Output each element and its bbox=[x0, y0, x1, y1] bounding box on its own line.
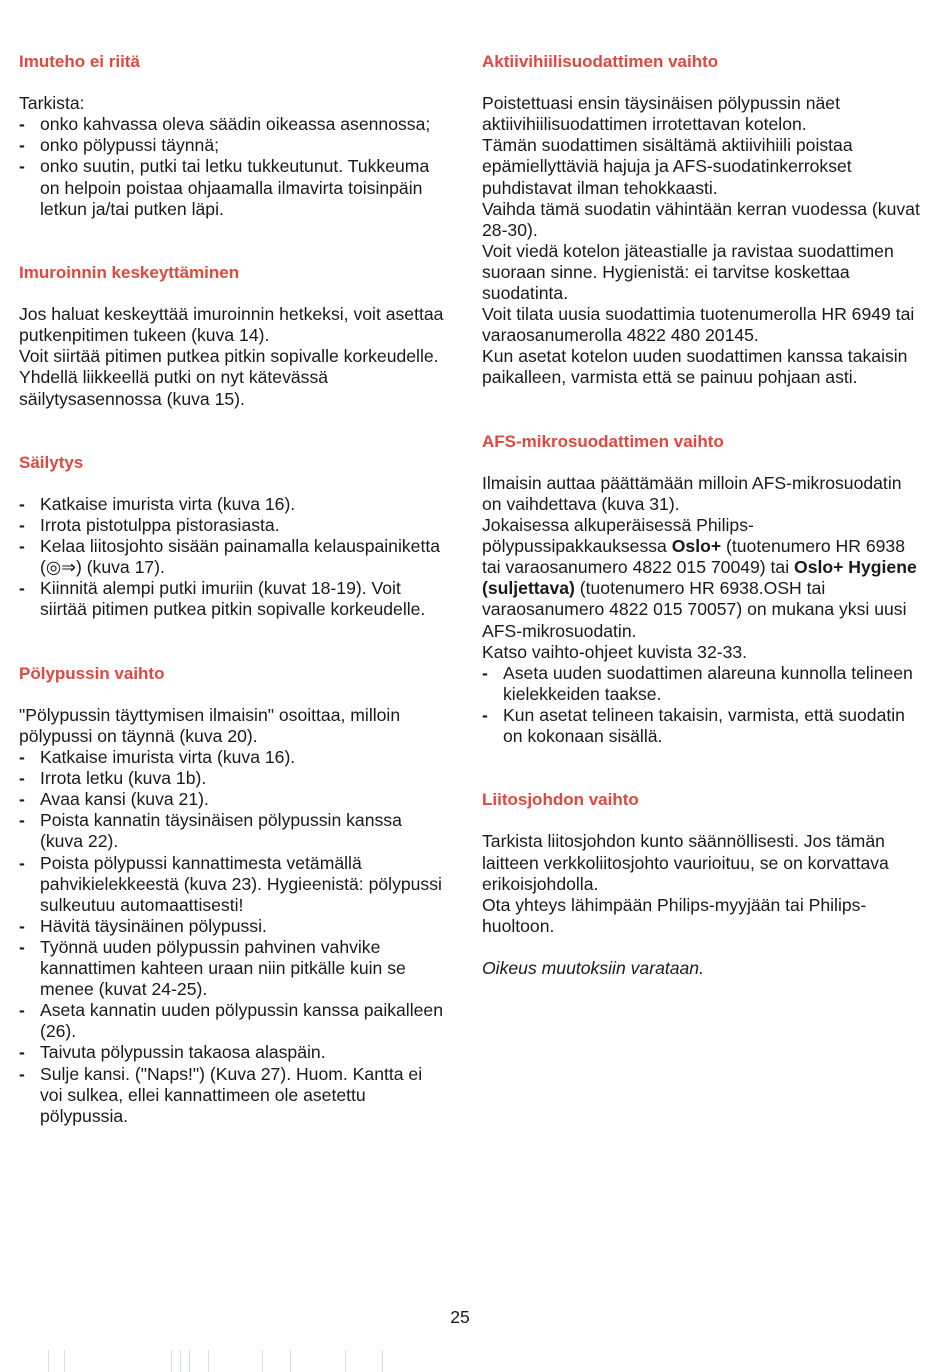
list-item: - onko suutin, putki tai letku tukkeutunut. Tukkeuma on helpoin poistaa ohjaamalla ilmavirta toisinpäin letkun ja/tai putken läpi. bbox=[19, 156, 430, 219]
liitosjohto-line: Ota yhteys lähimpään Philips-myyjään tai Philips-huoltoon. bbox=[482, 894, 867, 936]
list-item: - Poista kannatin täysinäisen pölypussin kanssa (kuva 22). bbox=[19, 810, 402, 852]
list-item: - Aseta kannatin uuden pölypussin kanssa paikalleen (26). bbox=[19, 1000, 443, 1042]
right-column bbox=[482, 51, 922, 979]
heading-liitosjohto: Liitosjohdon vaihto bbox=[482, 790, 639, 810]
list-item: - Taivuta pölypussin takaosa alaspäin. bbox=[19, 1042, 326, 1063]
sailytys-list bbox=[19, 494, 449, 621]
heading-afs: AFS-mikrosuodattimen vaihto bbox=[482, 431, 724, 451]
heading-polypussi: Pölypussin vaihto bbox=[19, 663, 165, 683]
product-name-oslo-hygiene: Oslo+ Hygiene (suljettava) bbox=[482, 557, 917, 599]
heading-imuteho: Imuteho ei riitä bbox=[19, 52, 140, 71]
list-item: - onko kahvassa oleva säädin oikeassa asennossa; bbox=[19, 114, 431, 135]
heading-keskeytys: Imuroinnin keskeyttäminen bbox=[19, 262, 240, 282]
polypussi-intro: "Pölypussin täyttymisen ilmaisin" osoittaa, milloin pölypussi on täynnä (kuva 20). bbox=[19, 704, 401, 746]
list-item: - Avaa kansi (kuva 21). bbox=[19, 789, 209, 810]
list-item: - Poista pölypussi kannattimesta vetämällä pahvikielekkeestä (kuva 23). Hygieenistä: pölypussi sulkeutuu automaattisesti! bbox=[19, 852, 442, 915]
list-item: - Työnnä uuden pölypussin pahvinen vahvike kannattimen kahteen uraan niin pitkälle kuin se menee (kuvat 24-25). bbox=[19, 936, 406, 1000]
aktiivihiili-line: Vaihda tämä suodatin vähintään kerran vuodessa (kuvat 28-30). bbox=[482, 198, 920, 240]
list-item: - Kiinnitä alempi putki imuriin (kuvat 18-19). Voit siirtää pitimen putkea pitkin sopivalle korkeudelle. bbox=[19, 578, 426, 620]
imuteho-intro: Tarkista: bbox=[19, 93, 85, 114]
crop-marks bbox=[0, 1350, 950, 1372]
afs-paragraph-3: Katso vaihto-ohjeet kuvista 32-33. bbox=[482, 641, 748, 662]
list-item: - Katkaise imurista virta (kuva 16). bbox=[19, 493, 296, 514]
imuteho-list bbox=[19, 114, 449, 219]
polypussi-list bbox=[19, 747, 449, 1127]
afs-paragraph-1: Ilmaisin auttaa päättämään milloin AFS-mikrosuodatin on vaihdettava (kuva 31). bbox=[482, 472, 902, 514]
list-item: - Sulje kansi. ("Naps!") (Kuva 27). Huom. Kantta ei voi sulkea, ellei kannattimeen ole asetettu pölypussia. bbox=[19, 1063, 423, 1126]
heading-aktiivihiili: Aktiivihiilisuodattimen vaihto bbox=[482, 52, 719, 71]
keskeytys-line: Yhdellä liikkeellä putki on nyt kätevässä säilytysasennossa (kuva 15). bbox=[19, 367, 329, 409]
left-column bbox=[19, 51, 449, 1127]
list-item: - Kelaa liitosjohto sisään painamalla kelauspainiketta (◎⇒) (kuva 17). bbox=[19, 536, 441, 578]
afs-paragraph-2: Jokaisessa alkuperäisessä Philips-pölypussipakkauksessa Oslo+ (tuotenumero HR 6938 tai varaosanumero 4822 015 70049) tai Oslo+ Hygiene (suljettava) (tuotenumero HR 6938.OSH tai varaosanumero 4822 015 70057) on mukana yksi uusi AFS-mikrosuodatin. bbox=[482, 515, 917, 641]
heading-sailytys: Säilytys bbox=[19, 452, 84, 472]
keskeytys-line: Voit siirtää pitimen putkea pitkin sopivalle korkeudelle. bbox=[19, 346, 439, 367]
list-item: - Kun asetat telineen takaisin, varmista, että suodatin on kokonaan sisällä. bbox=[482, 704, 905, 746]
list-item: - Hävitä täysinäinen pölypussi. bbox=[19, 915, 267, 936]
keskeytys-line: Jos haluat keskeyttää imuroinnin hetkeksi, voit asettaa putkenpitimen tukeen (kuva 14). bbox=[19, 304, 444, 346]
aktiivihiili-line: Tämän suodattimen sisältämä aktiivihiili poistaa epämiellyttäviä hajuja ja AFS-suodatinkerrokset puhdistavat ilman tehokkaasti. bbox=[482, 135, 853, 198]
liitosjohto-note: Oikeus muutoksiin varataan. bbox=[482, 958, 704, 979]
afs-list bbox=[482, 663, 922, 747]
aktiivihiili-line: Voit viedä kotelon jäteastialle ja ravistaa suodattimen suoraan sinne. Hygienistä: ei tarvitse koskettaa suodatinta. bbox=[482, 240, 894, 304]
liitosjohto-line: Tarkista liitosjohdon kunto säännöllisesti. Jos tämän laitteen verkkoliitosjohto vaurioituu, se on korvattava erikoisjohdolla. bbox=[482, 831, 889, 894]
list-item: - Irrota letku (kuva 1b). bbox=[19, 768, 207, 789]
aktiivihiili-line: Voit tilata uusia suodattimia tuotenumerolla HR 6949 tai varaosanumerolla 4822 480 20145. bbox=[482, 304, 915, 346]
product-name-oslo: Oslo+ bbox=[671, 536, 722, 557]
aktiivihiili-line: Poistettuasi ensin täysinäisen pölypussin näet aktiivihiilisuodattimen irrotettavan kotelon. bbox=[482, 93, 840, 135]
page-number: 25 bbox=[450, 1307, 470, 1327]
aktiivihiili-line: Kun asetat kotelon uuden suodattimen kanssa takaisin paikalleen, varmista että se painuu pohjaan asti. bbox=[482, 346, 908, 388]
list-item: - Irrota pistotulppa pistorasiasta. bbox=[19, 515, 280, 536]
list-item: - Katkaise imurista virta (kuva 16). bbox=[19, 747, 296, 768]
list-item: - onko pölypussi täynnä; bbox=[19, 135, 219, 156]
list-item: - Aseta uuden suodattimen alareuna kunnolla telineen kielekkeiden taakse. bbox=[482, 662, 913, 704]
